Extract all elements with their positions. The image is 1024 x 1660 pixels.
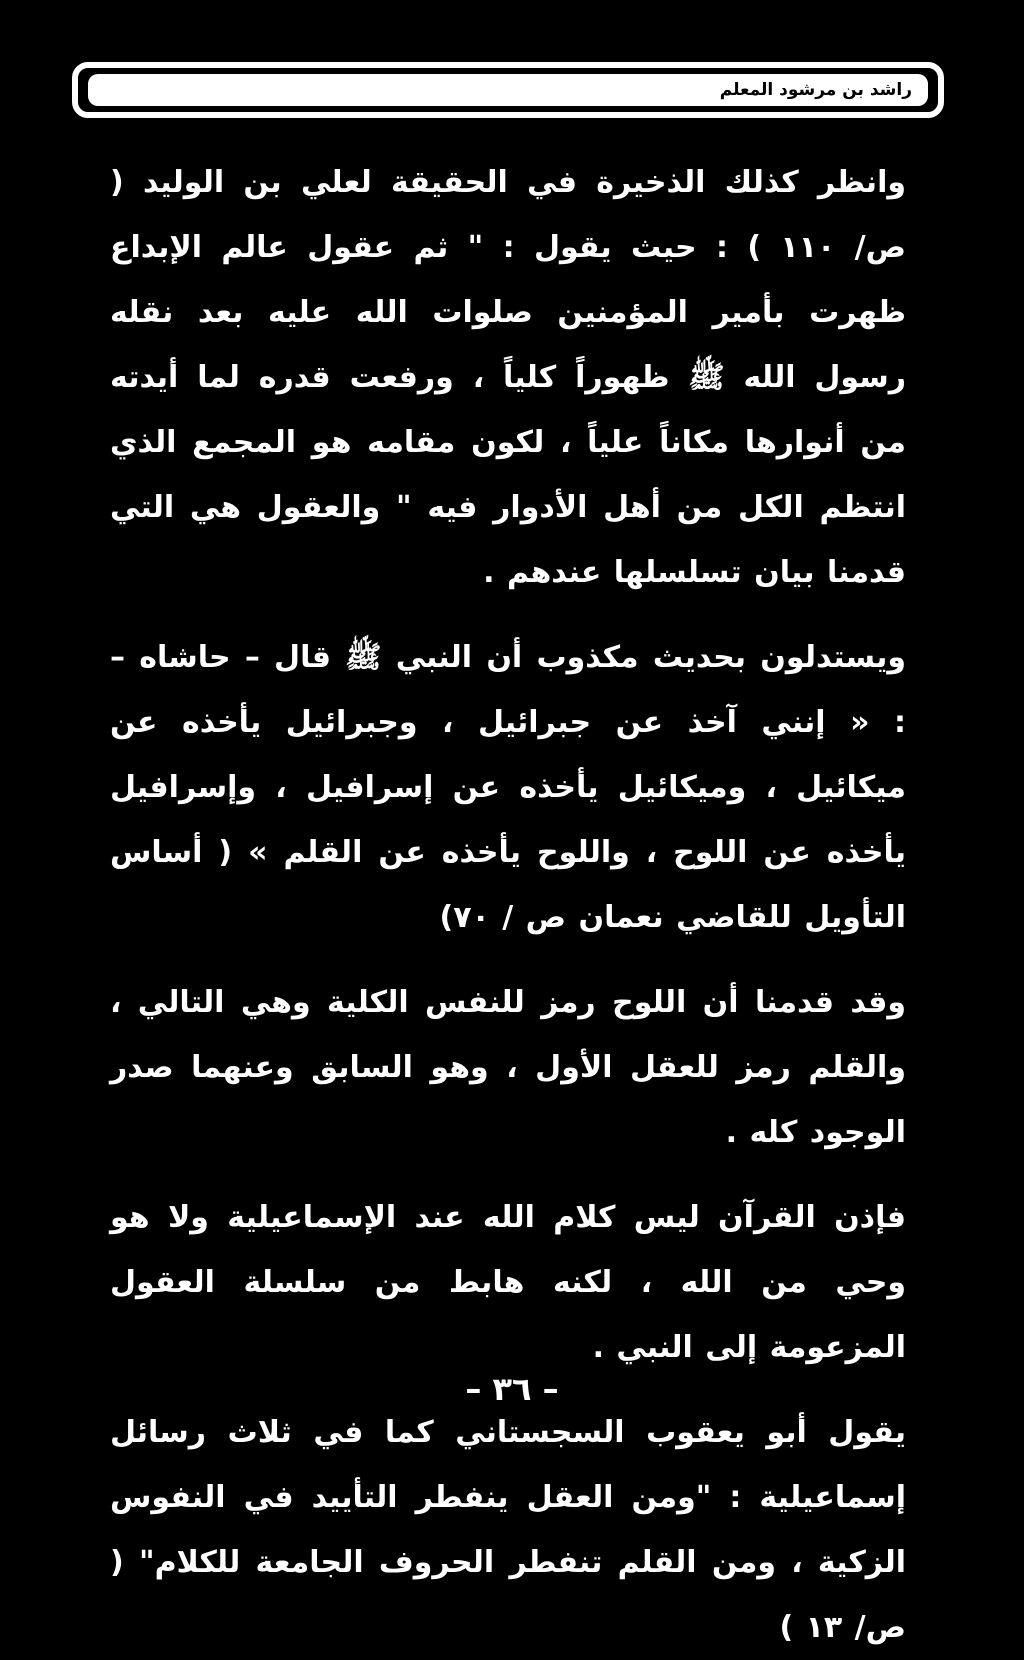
paragraph-5: يقول أبو يعقوب السجستاني كما في ثلاث رسائل إسماعيلية : "ومن العقل ينفطر التأييد في النفوس الزكية ، ومن القلم تنفطر الحروف الجامعة للكلام" ( ص/ ١٣ ) <box>110 1415 906 1645</box>
page-body <box>110 150 906 1660</box>
paragraph-1: وانظر كذلك الذخيرة في الحقيقة لعلي بن الوليد ( ص/ ١١٠ ) : حيث يقول : " ثم عقول عالم الإبداع ظهرت بأمير المؤمنين صلوات الله عليه بعد نقله رسول الله ﷺ ظهوراً كلياً ، ورفعت قدره لما أيدته من أنوارها مكاناً علياً ، لكون مقامه هو المجمع الذي انتظم الكل من أهل الأدوار فيه " والعقول هي التي قدمنا بيان تسلسلها عندهم . <box>110 165 906 590</box>
running-header-band <box>88 74 928 106</box>
page-number: – ٣٦ – <box>465 1370 559 1408</box>
paragraph-3: وقد قدمنا أن اللوح رمز للنفس الكلية وهي التالي ، والقلم رمز للعقل الأول ، وهو السابق وعنهما صدر الوجود كله . <box>110 985 906 1150</box>
paragraph-4: فإذن القرآن ليس كلام الله عند الإسماعيلية ولا هو وحي من الله ، لكنه هابط من سلسلة العقول المزعومة إلى النبي . <box>110 1200 906 1365</box>
paragraph-2: ويستدلون بحديث مكذوب أن النبي ﷺ قال – حاشاه – : « إنني آخذ عن جبرائيل ، وجبرائيل يأخذه عن ميكائيل ، وميكائيل يأخذه عن إسرافيل ، وإسرافيل يأخذه عن اللوح ، واللوح يأخذه عن القلم » ( أساس التأويل للقاضي نعمان ص / ٧٠) <box>110 640 906 935</box>
running-header-title: راشد بن مرشود المعلم <box>719 80 912 100</box>
running-header <box>72 62 944 118</box>
